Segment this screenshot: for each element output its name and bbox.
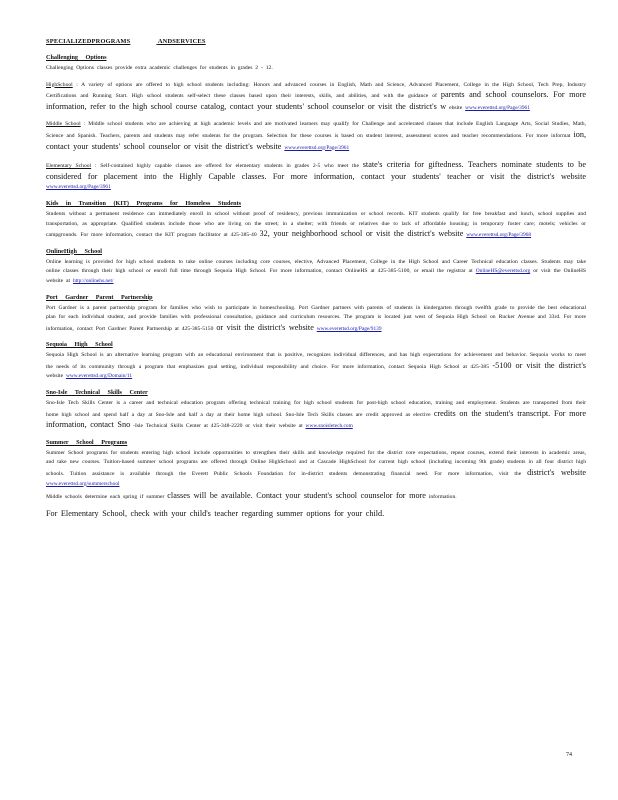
middle-summer-tail: information. bbox=[428, 494, 457, 501]
tail-highschool: ebsite bbox=[449, 104, 463, 111]
heading-challenging: Challenging Options bbox=[46, 54, 107, 61]
page-number: 74 bbox=[566, 752, 572, 758]
link-online[interactable]: http://onlinehs.net/ bbox=[72, 277, 114, 284]
big-middle: ion, contact your students' school counselor or visit the district's website bbox=[46, 129, 586, 151]
tail-sequoia: website bbox=[46, 373, 64, 380]
section-sequoia bbox=[46, 341, 586, 382]
title-right: ANDSERVICES bbox=[157, 38, 206, 45]
big-portgardner: or visit the district's website bbox=[216, 322, 314, 332]
tail-snoisle: -Isle Technical Skills Center at 425-348-2220 or visit their website at bbox=[133, 423, 303, 430]
body-online: Online learning is provided for high school students to take online courses including core courses, elective, Advanced Placement, College in the High School and Career Technical education classes. Students may take online classes through their high school or enroll full time through Sequoia High School. For more information, contact OnlineHS at 425-385-5100, or email the registrar at bbox=[46, 258, 586, 275]
section-highschool bbox=[46, 81, 586, 114]
big-summer: district's website bbox=[527, 468, 586, 478]
mid-online: or visit the OnlineHS website at bbox=[46, 268, 586, 284]
title-left: SPECIALIZEDPROGRAMS bbox=[46, 38, 131, 45]
body-challenging: Challenging Options classes provide extra academic challenges for students in grades 2 - 12. bbox=[46, 65, 273, 71]
middle-summer-small: Middle schools determine each spring if summer bbox=[46, 494, 165, 501]
big-kit: 32, your neighborhood school or visit the district's website bbox=[259, 229, 464, 239]
body-highschool: : A variety of options are offered to high school students including: Honors and advanced courses in English, Math and Science, Advanced Placement, College in the High School, Tech Prep, Industry Certifications and Running Start. High school students self-select these classes based upon their interests, skills, and abilities, and with the guidance of bbox=[46, 81, 586, 100]
document-title bbox=[46, 38, 586, 45]
big-sequoia: -5100 or visit the district's bbox=[492, 360, 586, 370]
middle-summer-big: classes will be available. Contact your student's school counselor for more bbox=[167, 491, 426, 501]
link-summer[interactable]: www.everettsd.org/summerschool bbox=[46, 480, 120, 487]
label-middle: Middle School bbox=[46, 121, 81, 128]
section-middle bbox=[46, 120, 586, 153]
heading-kit: Kids in Transition (KIT) Programs for Homeless Students bbox=[46, 199, 242, 207]
heading-sequoia: Sequoia High School bbox=[46, 341, 113, 349]
big-snoisle: credits on the student's transcript. For more information, contact Sno bbox=[46, 408, 586, 430]
big-elementary: state's criteria for giftedness. Teachers nominate students to be considered for placement into the Highly Capable classes. For more information, contact your students' teacher or visit the district's website bbox=[46, 160, 586, 181]
document-page bbox=[46, 38, 586, 526]
link-highschool[interactable]: www.everettsd.org/Page/3961 bbox=[465, 104, 530, 111]
link-portgardner[interactable]: www.everettsd.org/Page/9139 bbox=[316, 325, 382, 332]
big-highschool: parents and school counselors. For more information, refer to the high school course catalog, contact your students' school counselor or visit the district's w bbox=[46, 90, 587, 111]
link-elementary[interactable]: www.everettsd.org/Page/3961 bbox=[46, 184, 111, 191]
body-kit: Students without a permanent residence can immediately enroll in school without proof of residency, previous immunization or school records. KIT students qualify for free breakfast and lunch, school supplies and transportation, as appropriate. Qualified students include those who are living on the street; in a shelter; with friends or relatives due to lack of affordable housing; in temporary foster care; motels; vehicles or campgrounds. For more information, contact the KIT program facilitator at 425-385-40 bbox=[46, 210, 586, 239]
body-elementary: : Self-contained highly capable classes are offered for elementary students in grades 2-5 who meet the bbox=[94, 163, 359, 170]
elementary-summer: For Elementary School, check with your child's teacher regarding summer options for your child. bbox=[46, 508, 385, 518]
link-sequoia[interactable]: www.everettsd.org/Domain/11 bbox=[66, 373, 133, 380]
heading-portgardner: Port Gardner Parent Partnership bbox=[46, 293, 153, 301]
section-summer bbox=[46, 439, 586, 519]
heading-snoisle: Sno-Isle Technical Skills Center bbox=[46, 389, 148, 397]
label-highschool: HighSchool bbox=[46, 81, 73, 88]
label-elementary: Elementary School bbox=[46, 163, 92, 170]
section-kit bbox=[46, 200, 586, 241]
heading-summer: Summer School Programs bbox=[46, 438, 128, 446]
heading-online: OnlineHigh School bbox=[46, 247, 103, 255]
link-middle[interactable]: www.everettsd.org/Page/3961 bbox=[284, 144, 350, 151]
body-summer: Summer School programs for students entering high school include opportunities to strengthen their skills and knowledge required for the district core expectations, repeat courses, extend their interests in academic areas, and take new courses. Tuition-based summer school programs are offered through Online HighSchool and at Cascade HighSchool for current high school (including incoming 9th grade) students in all four district high schools. Tuition assistance is available through the Everett Public Schools Foundation for in-district students demonstrating financial need. For more information, visit the bbox=[46, 449, 586, 478]
link-kit[interactable]: www.everettsd.org/Page/3968 bbox=[466, 232, 532, 239]
link-snoisle[interactable]: www.snoisletech.com bbox=[305, 423, 353, 430]
section-snoisle bbox=[46, 389, 586, 432]
body-middle: : Middle school students who are achieving at high academic levels and are motivated learners may qualify for Challenge and accelerated classes that include English Language Arts, Social Studies, Math, Science and Spanish. Teachers, parents and students may refer students for the program. Selection for these courses is based on student interest, assessment scores and teacher recommendations. For more informat bbox=[46, 121, 586, 139]
section-portgardner bbox=[46, 294, 586, 335]
section-challenging bbox=[46, 54, 586, 74]
body-portgardner: Port Gardner is a parent partnership program for families who wish to participate in homeschooling. Port Gardner partners with parents of students in kindergarten through twelfth grade to provide the best educational plan for each individual student, and provide families with professional consultation, guidance and curriculum resources. The program is located just west of Sequoia High School on Rucker Avenue and 33rd. For more information, contact Port Gardner Parent Partnership at 425-385-5150 bbox=[46, 304, 586, 332]
body-sequoia: Sequoia High School is an alternative learning program with an educational environment that is positive, recognizes individual differences, and has high expectations for achievement and behavior. Sequoia works to meet the needs of its community through a program that emphasizes goal setting, individual responsibility and choice. For more information, contact Sequoia High School at 425-385 bbox=[46, 352, 586, 370]
section-elementary bbox=[46, 160, 586, 193]
email-online[interactable]: OnlineHS@everettsd.org bbox=[475, 268, 531, 275]
section-online bbox=[46, 248, 586, 287]
body-snoisle: Sno-Isle Tech Skills Center is a career and technical education program offering technical training for high school students for post-high school education, training and employment. Students are transported from their home high school and spend half a day at Sno-Isle and half a day at their home high school. Sno-Isle Tech Skills classes are credit approved as elective bbox=[46, 400, 586, 418]
